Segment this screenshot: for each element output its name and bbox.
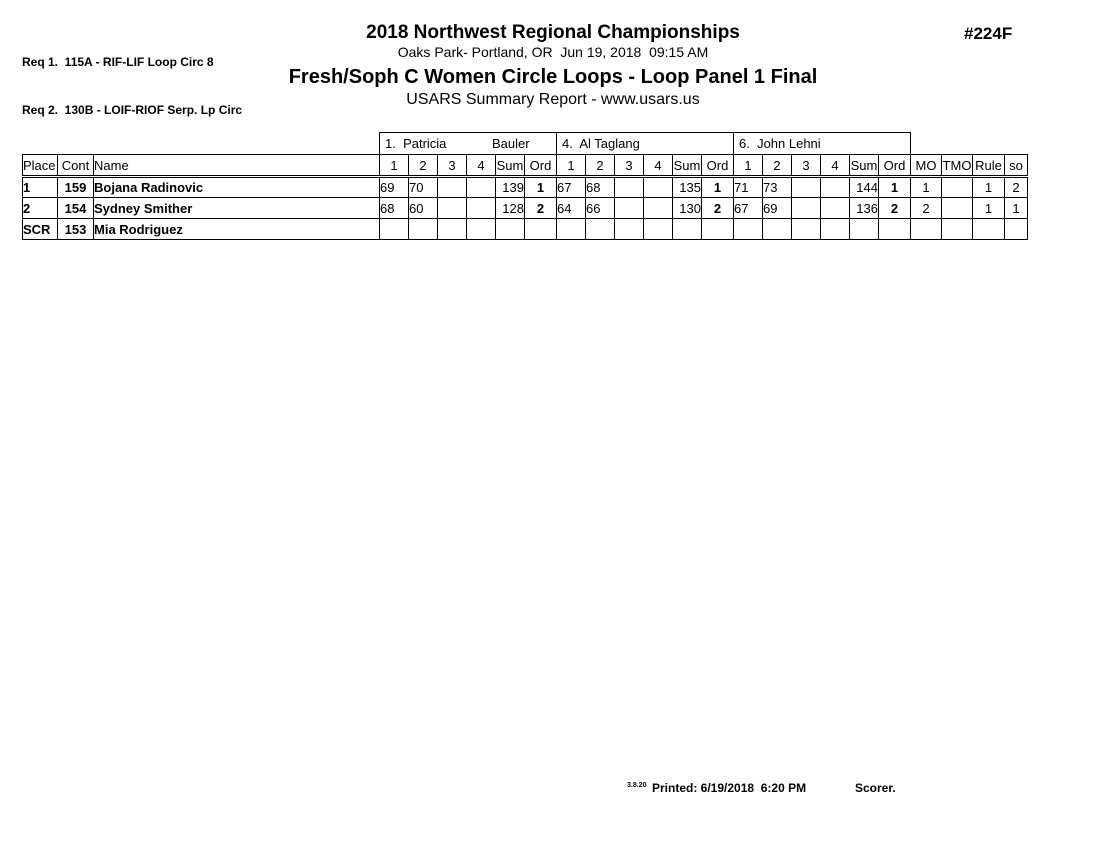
results-table — [22, 132, 1028, 240]
header-j3-2: 2 — [763, 155, 792, 177]
software-version: 3.8.20 — [627, 782, 647, 789]
score-cell — [438, 219, 467, 240]
score-cell — [792, 198, 821, 219]
sum-cell: 136 — [850, 198, 879, 219]
header-j2-4: 4 — [644, 155, 673, 177]
score-cell — [467, 177, 496, 198]
mo-cell — [911, 219, 942, 240]
score-cell: 68 — [380, 198, 409, 219]
judge-row-spacer-left — [23, 133, 380, 155]
name-cell: Bojana Radinovic — [94, 177, 380, 198]
header-j2-3: 3 — [615, 155, 644, 177]
ord-cell — [702, 219, 734, 240]
score-cell — [467, 198, 496, 219]
score-cell — [792, 177, 821, 198]
score-cell — [644, 198, 673, 219]
header-j1-sum: Sum — [496, 155, 525, 177]
score-cell: 60 — [409, 198, 438, 219]
header-cont: Cont — [58, 155, 94, 177]
score-cell — [409, 219, 438, 240]
header-tmo: TMO — [942, 155, 973, 177]
tmo-cell — [942, 219, 973, 240]
score-cell — [615, 198, 644, 219]
rule-cell: 1 — [973, 198, 1005, 219]
judge-header-row — [23, 133, 1028, 155]
score-cell — [644, 219, 673, 240]
score-cell: 67 — [557, 177, 586, 198]
score-cell: 67 — [734, 198, 763, 219]
venue-date: Oaks Park- Portland, OR Jun 19, 2018 09:15 AM — [397, 44, 709, 60]
so-cell — [1005, 219, 1028, 240]
sum-cell: 128 — [496, 198, 525, 219]
score-cell — [821, 198, 850, 219]
header-rule: Rule — [973, 155, 1005, 177]
rule-cell: 1 — [973, 177, 1005, 198]
cont-cell: 153 — [58, 219, 94, 240]
judge-row-spacer-right — [911, 133, 1028, 155]
place-cell: 1 — [23, 177, 58, 198]
score-cell — [615, 219, 644, 240]
header-j3-4: 4 — [821, 155, 850, 177]
table-row — [23, 219, 1028, 240]
header-so: so — [1005, 155, 1028, 177]
header-j2-2: 2 — [586, 155, 615, 177]
header-j3-ord: Ord — [879, 155, 911, 177]
score-cell: 64 — [557, 198, 586, 219]
score-cell: 71 — [734, 177, 763, 198]
mo-cell: 2 — [911, 198, 942, 219]
header-j1-ord: Ord — [525, 155, 557, 177]
tmo-cell — [942, 198, 973, 219]
score-cell — [586, 219, 615, 240]
championship-title: 2018 Northwest Regional Championships — [366, 22, 740, 43]
report-subtitle: USARS Summary Report - www.usars.us — [406, 91, 700, 108]
ord-cell: 1 — [702, 177, 734, 198]
event-title: Fresh/Soph C Women Circle Loops - Loop Panel 1 Final — [288, 66, 818, 88]
score-cell — [438, 198, 467, 219]
sum-cell: 135 — [673, 177, 702, 198]
ord-cell: 2 — [702, 198, 734, 219]
header-mo: MO — [911, 155, 942, 177]
judge-1-surname: Bauler — [492, 136, 530, 151]
header-j1-4: 4 — [467, 155, 496, 177]
header-name: Name — [94, 155, 380, 177]
score-cell: 69 — [763, 198, 792, 219]
header-j1-2: 2 — [409, 155, 438, 177]
ord-cell: 1 — [879, 177, 911, 198]
score-cell — [557, 219, 586, 240]
place-cell: 2 — [23, 198, 58, 219]
score-cell — [467, 219, 496, 240]
cont-cell: 154 — [58, 198, 94, 219]
score-cell: 69 — [380, 177, 409, 198]
sum-cell — [496, 219, 525, 240]
score-cell: 66 — [586, 198, 615, 219]
scorer-label: Scorer. — [855, 781, 896, 795]
printed-timestamp: Printed: 6/19/2018 6:20 PM — [652, 781, 807, 795]
judge-1-header — [380, 133, 557, 155]
header-j3-3: 3 — [792, 155, 821, 177]
ord-cell — [879, 219, 911, 240]
score-cell — [438, 177, 467, 198]
header-j1-3: 3 — [438, 155, 467, 177]
header-j2-1: 1 — [557, 155, 586, 177]
score-cell: 70 — [409, 177, 438, 198]
judge-3-header — [734, 133, 911, 155]
score-cell — [734, 219, 763, 240]
judge-2-name: 4. Al Taglang — [562, 136, 640, 151]
ord-cell: 1 — [525, 177, 557, 198]
ord-cell: 2 — [525, 198, 557, 219]
so-cell: 2 — [1005, 177, 1028, 198]
tmo-cell — [942, 177, 973, 198]
so-cell: 1 — [1005, 198, 1028, 219]
header-j1-1: 1 — [380, 155, 409, 177]
judge-3-name: 6. John Lehni — [739, 136, 821, 151]
rule-cell — [973, 219, 1005, 240]
sum-cell: 139 — [496, 177, 525, 198]
cont-cell: 159 — [58, 177, 94, 198]
score-cell — [821, 219, 850, 240]
score-cell — [763, 219, 792, 240]
sum-cell — [850, 219, 879, 240]
requirement-1: Req 1. 115A - RIF-LIF Loop Circ 8 — [22, 55, 214, 69]
header-j2-ord: Ord — [702, 155, 734, 177]
sum-cell: 144 — [850, 177, 879, 198]
name-cell: Mia Rodriguez — [94, 219, 380, 240]
title-block — [0, 0, 1100, 111]
sum-cell: 130 — [673, 198, 702, 219]
table-row — [23, 198, 1028, 219]
header-j3-1: 1 — [734, 155, 763, 177]
judge-1-name: 1. Patricia — [385, 136, 447, 151]
header-j2-sum: Sum — [673, 155, 702, 177]
score-cell — [821, 177, 850, 198]
ord-cell: 2 — [879, 198, 911, 219]
score-cell — [792, 219, 821, 240]
score-cell: 68 — [586, 177, 615, 198]
judge-2-header — [557, 133, 734, 155]
header-place: Place — [23, 155, 58, 177]
requirement-2: Req 2. 130B - LOIF-RIOF Serp. Lp Circ — [22, 103, 243, 117]
score-cell — [615, 177, 644, 198]
score-cell: 73 — [763, 177, 792, 198]
ord-cell — [525, 219, 557, 240]
name-cell: Sydney Smither — [94, 198, 380, 219]
header-j3-sum: Sum — [850, 155, 879, 177]
score-cell — [644, 177, 673, 198]
event-number: #224F — [964, 24, 1013, 43]
column-header-row — [23, 155, 1028, 177]
place-cell: SCR — [23, 219, 58, 240]
mo-cell: 1 — [911, 177, 942, 198]
sum-cell — [673, 219, 702, 240]
table-row — [23, 177, 1028, 198]
score-cell — [380, 219, 409, 240]
